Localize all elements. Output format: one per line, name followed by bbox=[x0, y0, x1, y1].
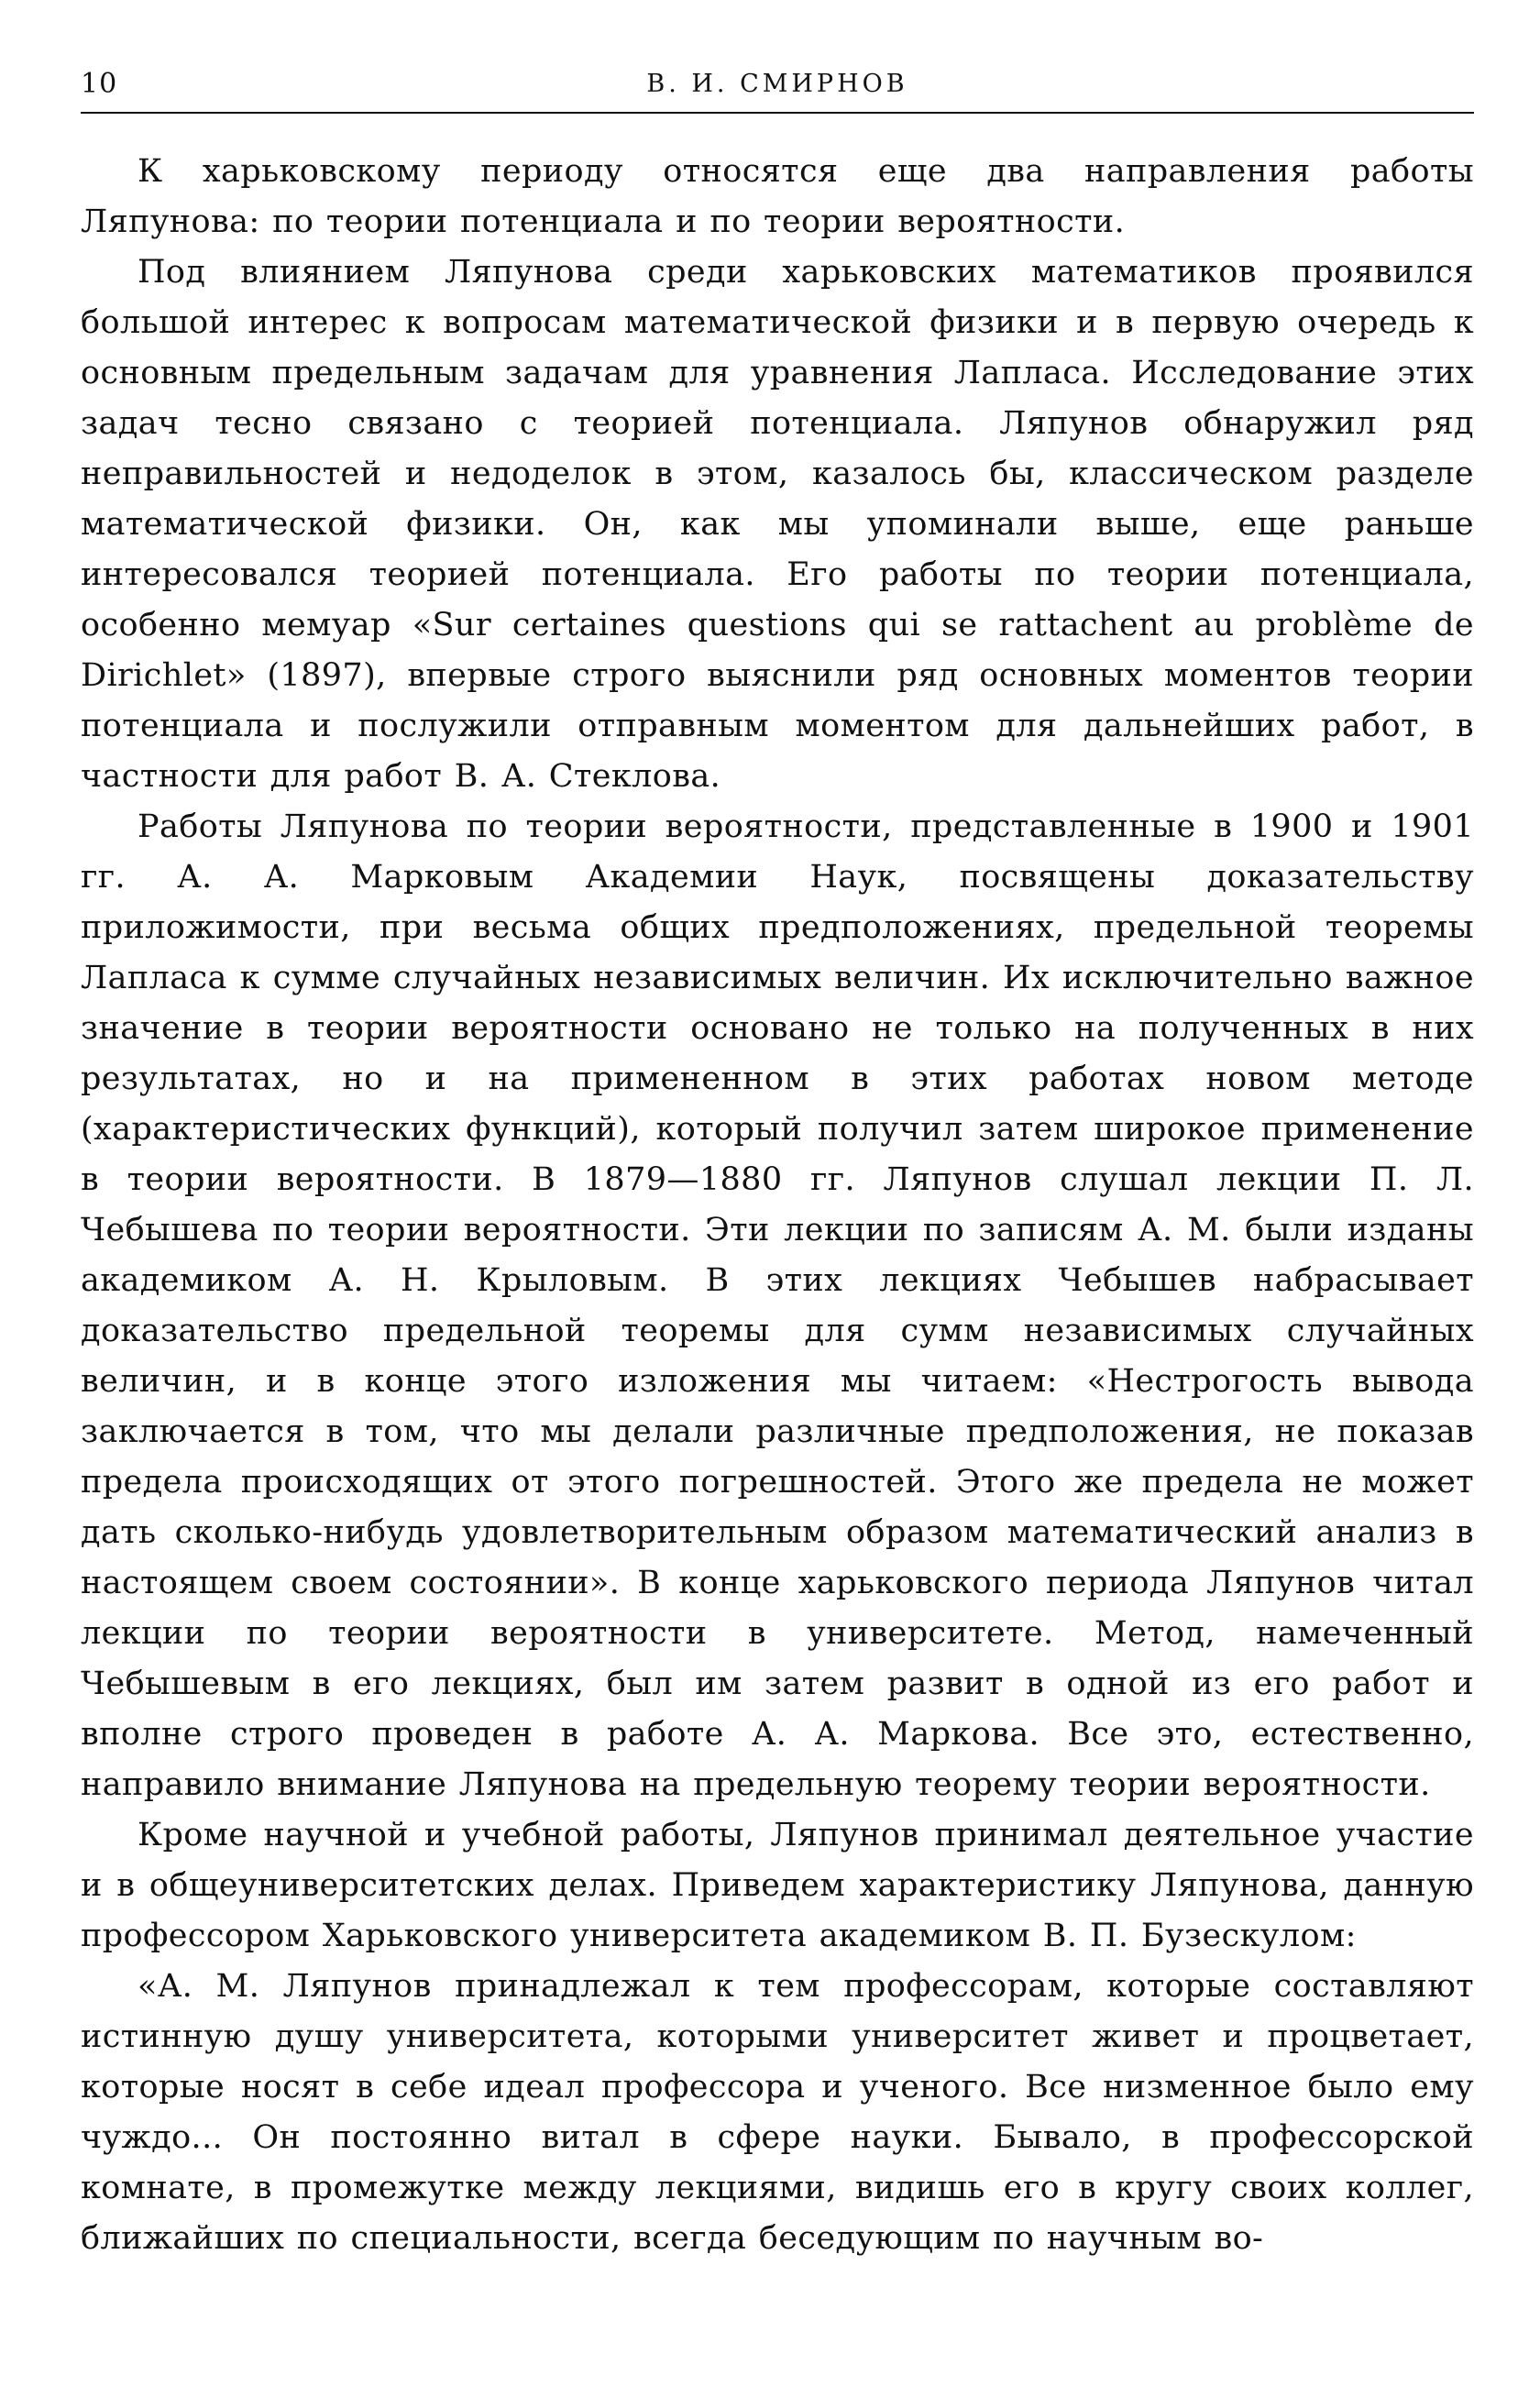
running-head: В. И. СМИРНОВ bbox=[646, 70, 908, 98]
paragraph: Работы Ляпунова по теории вероятности, представленные в 1900 и 1901 гг. А. А. Марковым Академии Наук, посвящены доказательству приложимости, при весьма общих предположениях, предельной теоремы Лапласа к сумме случайных независимых величин. Их исключительно важное значение в теории вероятности основано не только на полученных в них результатах, но и на примененном в этих работах новом методе (характеристических функций), который получил затем широкое применение в теории вероятности. В 1879—1880 гг. Ляпунов слушал лекции П. Л. Чебышева по теории вероятности. Эти лекции по записям А. М. были изданы академиком А. Н. Крыловым. В этих лекциях Чебышев набрасывает доказательство предельной теоремы для сумм независимых случайных величин, и в конце этого изложения мы читаем: «Нестрогость вывода заключается в том, что мы делали различные предположения, не показав предела происходящих от этого погрешностей. Этого же предела не может дать сколько-нибудь удовлетворительным образом математический анализ в настоящем своем состоянии». В конце харьковского периода Ляпунов читал лекции по теории вероятности в университете. Метод, намеченный Чебышевым в его лекциях, был им затем развит в одной из его работ и вполне строго проведен в работе А. А. Маркова. Все это, естественно, направило внимание Ляпунова на предельную теорему теории вероятности. bbox=[81, 808, 1474, 1803]
paragraph: Под влиянием Ляпунова среди харьковских математиков проявился большой интерес к вопросам математической физики и в первую очередь к основным предельным задачам для уравнения Лапласа. Исследование этих задач тесно связано с теорией потенциала. Ляпунов обнаружил ряд неправильностей и недоделок в этом, казалось бы, классическом разделе математической физики. Он, как мы упоминали выше, еще раньше интересовался теорией потенциала. Его работы по теории потенциала, особенно мемуар «Sur certaines questions qui se rattachent au problème de Dirichlet» (1897), впервые строго выяснили ряд основных моментов теории потенциала и послужили отправным моментом для дальнейших работ, в частности для работ В. А. Стеклова. bbox=[81, 254, 1474, 795]
body-text bbox=[81, 147, 1474, 2264]
paragraph: Кроме научной и учебной работы, Ляпунов принимал деятельное участие и в общеуниверситетских делах. Приведем характеристику Ляпунова, данную профессором Харьковского университета академиком В. П. Бузескулом: bbox=[81, 1817, 1474, 1954]
paragraph: К харьковскому периоду относятся еще два направления работы Ляпунова: по теории потенциала и по теории вероятности. bbox=[81, 153, 1474, 240]
page-number: 10 bbox=[81, 68, 118, 100]
book-page bbox=[81, 55, 1474, 2264]
page-header bbox=[81, 55, 1474, 114]
quote-paragraph: «А. М. Ляпунов принадлежал к тем профессорам, которые составляют истинную душу университета, которыми университет живет и процветает, которые носят в себе идеал профессора и ученого. Все низменное было ему чуждо... Он постоянно витал в сфере науки. Бывало, в профессорской комнате, в промежутке между лекциями, видишь его в кругу своих коллег, ближайших по специальности, всегда беседующим по научным во- bbox=[81, 1968, 1474, 2257]
